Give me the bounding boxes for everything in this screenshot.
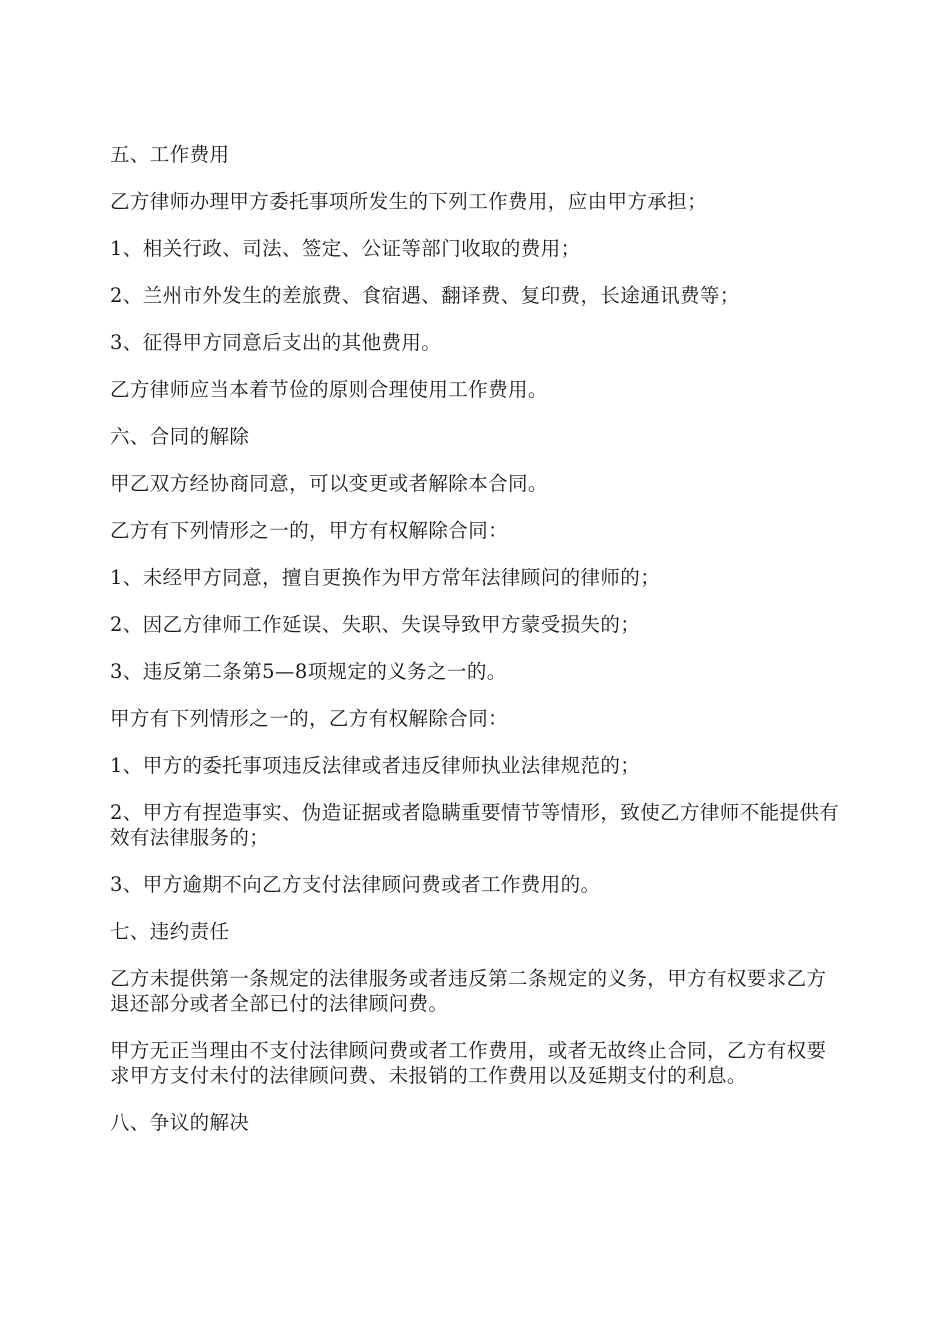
list-item: 1、甲方的委托事项违反法律或者违反律师执业法律规范的；: [110, 754, 641, 777]
document-body: [110, 142, 842, 1157]
list-item: 3、违反第二条第5—8项规定的义务之一的。: [110, 660, 507, 683]
section-heading-dispute-resolution: 八、争议的解决: [110, 1111, 250, 1134]
list-item: 1、相关行政、司法、签定、公证等部门收取的费用；: [110, 237, 581, 260]
list-item: 2、甲方有捏造事实、伪造证据或者隐瞒重要情节等情形，致使乙方律师不能提供有效有法律服务的；: [110, 801, 840, 849]
paragraph: 甲方有下列情形之一的，乙方有权解除合同：: [110, 707, 509, 730]
list-item: 2、因乙方律师工作延误、失职、失误导致甲方蒙受损失的；: [110, 613, 641, 636]
paragraph: 甲方无正当理由不支付法律顾问费或者工作费用，或者无故终止合同，乙方有权要求甲方支付未付的法律顾问费、未报销的工作费用以及延期支付的利息。: [110, 1039, 827, 1087]
list-item: 2、兰州市外发生的差旅费、食宿遇、翻译费、复印费，长途通讯费等；: [110, 284, 740, 307]
paragraph: 乙方律师办理甲方委托事项所发生的下列工作费用，应由甲方承担；: [110, 190, 708, 213]
list-item: 1、未经甲方同意，擅自更换作为甲方常年法律顾问的律师的；: [110, 566, 661, 589]
list-item: 3、征得甲方同意后支出的其他费用。: [110, 331, 442, 354]
paragraph: 乙方有下列情形之一的，甲方有权解除合同：: [110, 519, 509, 542]
paragraph: 乙方未提供第一条规定的法律服务或者违反第二条规定的义务，甲方有权要求乙方退还部分或者全部已付的法律顾问费。: [110, 967, 827, 1015]
section-heading-breach-liability: 七、违约责任: [110, 920, 230, 943]
paragraph: 乙方律师应当本着节俭的原则合理使用工作费用。: [110, 378, 548, 401]
section-heading-contract-termination: 六、合同的解除: [110, 425, 250, 448]
section-heading-work-expenses: 五、工作费用: [110, 143, 230, 166]
paragraph: 甲乙双方经协商同意，可以变更或者解除本合同。: [110, 472, 548, 495]
list-item: 3、甲方逾期不向乙方支付法律顾问费或者工作费用的。: [110, 873, 601, 896]
